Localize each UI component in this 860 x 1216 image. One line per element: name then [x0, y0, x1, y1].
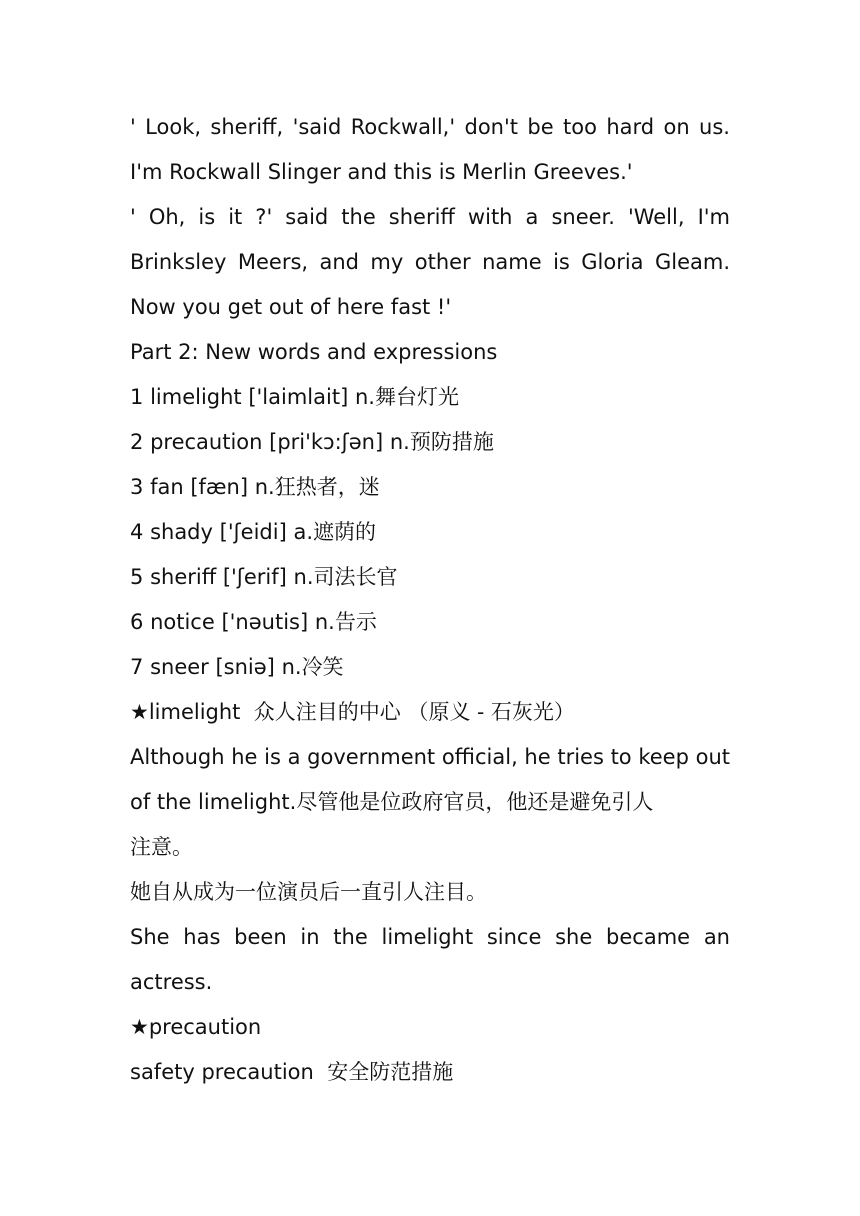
vocab-number: 7 — [130, 655, 144, 679]
note-term: ★limelight — [130, 700, 241, 724]
vocab-pos: n. — [293, 565, 314, 589]
vocab-word: sneer — [150, 655, 209, 679]
vocab-item — [130, 645, 730, 690]
collocation — [130, 1050, 730, 1095]
vocab-item — [130, 465, 730, 510]
vocab-pos: n. — [254, 475, 275, 499]
vocab-pos: n. — [389, 430, 410, 454]
story-line: Now you get out of here fast !' — [130, 295, 452, 319]
vocab-phonetic: [sniə] — [215, 655, 275, 679]
vocab-phonetic: [pri'kɔ:ʃən] — [269, 430, 384, 454]
vocab-phonetic: ['ʃerif] — [222, 565, 287, 589]
vocab-pos: n. — [281, 655, 302, 679]
vocab-word: fan — [150, 475, 184, 499]
vocab-pos: a. — [293, 520, 314, 544]
vocab-item — [130, 600, 730, 645]
example-zh: 尽管他是位政府官员，他还是避免引人 — [296, 790, 654, 814]
vocab-number: 4 — [130, 520, 144, 544]
vocab-meaning: 狂热者，迷 — [274, 475, 380, 499]
story-line: I'm Rockwall Slinger and this is Merlin Greeves.' — [130, 160, 633, 184]
example-sentence: Although he is a government official, he tries to keep out — [130, 745, 730, 769]
vocab-pos: n. — [314, 610, 335, 634]
note-heading-precaution: ★precaution — [130, 1015, 262, 1039]
vocab-meaning: 司法长官 — [313, 565, 398, 589]
vocab-number: 1 — [130, 385, 144, 409]
example-zh: 她自从成为一位演员后一直引人注目。 — [130, 880, 487, 904]
vocab-word: precaution — [150, 430, 263, 454]
vocab-item — [130, 420, 730, 465]
vocab-meaning: 预防措施 — [409, 430, 494, 454]
vocab-number: 2 — [130, 430, 144, 454]
vocab-meaning: 告示 — [334, 610, 377, 634]
vocab-pos: n. — [354, 385, 375, 409]
story-line: ' Look, sheriff, 'said Rockwall,' don't be too hard on us. — [130, 115, 730, 139]
example-zh: 注意。 — [130, 835, 193, 859]
vocab-phonetic: ['nəutis] — [221, 610, 309, 634]
example-en: of the limelight. — [130, 790, 297, 814]
section-heading: Part 2: New words and expressions — [130, 340, 498, 364]
document-page — [130, 105, 730, 1095]
vocab-word: shady — [150, 520, 213, 544]
collocation-zh: 安全防范措施 — [327, 1060, 454, 1084]
vocab-item — [130, 555, 730, 600]
vocab-meaning: 舞台灯光 — [374, 385, 459, 409]
vocabulary-list — [130, 375, 730, 690]
vocab-word: notice — [150, 610, 215, 634]
vocab-number: 5 — [130, 565, 144, 589]
vocab-number: 3 — [130, 475, 144, 499]
vocab-word: limelight — [150, 385, 242, 409]
vocab-number: 6 — [130, 610, 144, 634]
collocation-en: safety precaution — [130, 1060, 314, 1084]
example-sentence — [130, 780, 730, 825]
vocab-phonetic: ['ʃeidi] — [219, 520, 287, 544]
vocab-phonetic: ['laimlait] — [248, 385, 349, 409]
story-line: ' Oh, is it ?' said the sheriff with a sneer. 'Well, I'm — [130, 205, 730, 229]
example-en: actress. — [130, 970, 213, 994]
vocab-word: sheriff — [150, 565, 217, 589]
note-gloss: 众人注目的中心 （原义 - 石灰光） — [253, 700, 575, 724]
vocab-meaning: 遮荫的 — [313, 520, 377, 544]
note-heading-limelight — [130, 690, 730, 735]
vocab-item — [130, 510, 730, 555]
example-en: She has been in the limelight since she became an — [130, 925, 730, 949]
story-line: Brinksley Meers, and my other name is Gloria Gleam. — [130, 250, 730, 274]
vocab-meaning: 冷笑 — [301, 655, 344, 679]
vocab-item — [130, 375, 730, 420]
vocab-phonetic: [fæn] — [190, 475, 249, 499]
